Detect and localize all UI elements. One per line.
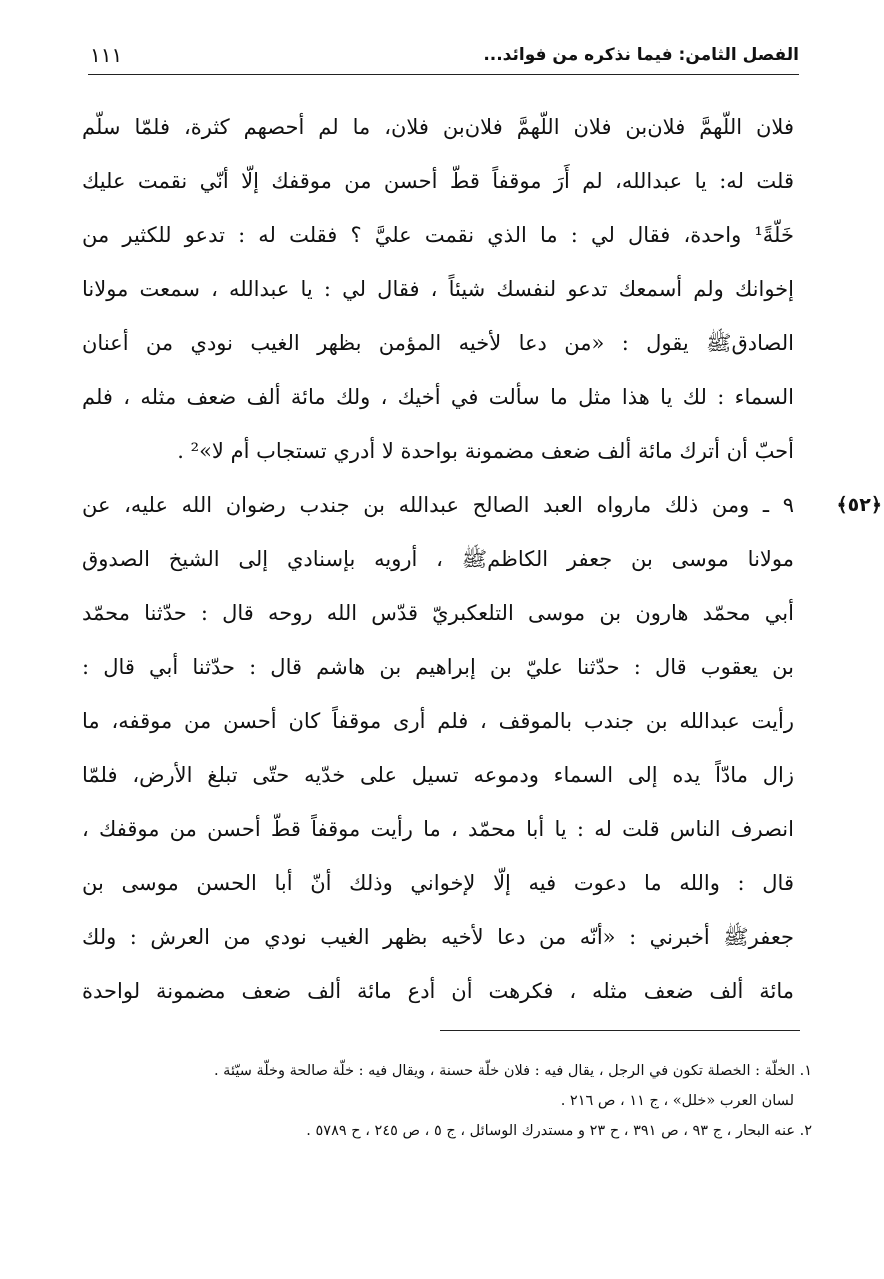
footnote-2: ٢. عنه البحار ، ج ٩٣ ، ص ٣٩١ ، ح ٢٣ و مستدرك الوسائل ، ج ٥ ، ص ٢٤٥ ، ح ٥٧٨٩ . bbox=[306, 1123, 812, 1139]
text-line: أبي محمّد هارون بن موسى التلعكبريّ قدّس الله روحه قال : حدّثنا محمّد bbox=[82, 601, 794, 625]
text-line: ٩ ـ ومن ذلك مارواه العبد الصالح عبدالله بن جندب رضوان الله عليه، عن bbox=[82, 493, 794, 517]
text-line: انصرف الناس قلت له : يا أبا محمّد ، ما رأيت موقفاً قطّ أحسن من موقفك ، bbox=[82, 817, 794, 841]
text-line: أحبّ أن أترك مائة ألف ضعف مضمونة بواحدة لا أدري تستجاب أم لا»² . bbox=[177, 439, 794, 463]
text-line: قلت له: يا عبدالله، لم أَرَ موقفاً قطّ أحسن من موقفك إلّا أنّي نقمت عليك bbox=[82, 169, 794, 193]
footnotes bbox=[88, 1056, 812, 1146]
text-line: السماء : لك يا هذا مثل ما سألت في أخيك ، ولك مائة ألف ضعف مثله ، فلم bbox=[82, 385, 794, 409]
text-line: بن يعقوب قال : حدّثنا عليّ بن إبراهيم بن هاشم قال : حدّثنا أبي قال : bbox=[82, 655, 794, 679]
header-divider bbox=[88, 74, 799, 75]
page-number: ١١١ bbox=[90, 43, 123, 67]
text-line: رأيت عبدالله بن جندب بالموقف ، فلم أرى موقفاً كان أحسن من موقفه، ما bbox=[82, 709, 794, 733]
text-line: خَلّةً¹ واحدة، فقال لي : ما الذي نقمت عليَّ ؟ فقلت له : تدعو للكثير من bbox=[82, 223, 794, 247]
running-header bbox=[90, 38, 799, 72]
main-text bbox=[82, 100, 882, 1018]
text-line: قال : والله ما دعوت فيه إلّا لإخواني وذلك أنّ أبا الحسن موسى بن bbox=[82, 871, 794, 895]
section-marker: ﴿٥٢﴾ bbox=[836, 494, 882, 516]
text-line: الصادقﷺ يقول : «من دعا لأخيه المؤمن بظهر الغيب نودي من أعنان bbox=[82, 331, 794, 355]
text-line: فلان اللّهمَّ فلان‌بن فلان اللّهمَّ فلان‌بن فلان، ما لم أحصهم كثرة، فلمّا سلّم bbox=[82, 115, 794, 139]
text-line: زال مادّاً يده إلى السماء ودموعه تسيل على خدّيه حتّى تبلغ الأرض، فلمّا bbox=[82, 763, 794, 787]
text-line: مولانا موسى بن جعفر الكاظمﷺ ، أرويه بإسنادي إلى الشيخ الصدوق bbox=[82, 547, 794, 571]
text-line: إخوانك ولم أسمعك تدعو لنفسك شيئاً ، فقال لي : يا عبدالله ، سمعت مولانا bbox=[82, 277, 794, 301]
footnote-divider bbox=[440, 1030, 800, 1031]
chapter-title: الفصل الثامن: فيما نذكره من فوائد... bbox=[483, 45, 799, 65]
footnote-1: ١. الخلّة : الخصلة تكون في الرجل ، يقال فيه : فلان خلّة حسنة ، ويقال فيه : خلّة صالحة وخلّة سيّئة . bbox=[213, 1063, 812, 1079]
footnote-1-source: لسان العرب «خلل» ، ج ١١ ، ص ٢١٦ . bbox=[560, 1093, 794, 1109]
text-line: مائة ألف ضعف مثله ، فكرهت أن أدع مائة ألف ضعف مضمونة لواحدة bbox=[82, 979, 794, 1003]
text-line: جعفرﷺ أخبرني : «أنّه من دعا لأخيه بظهر الغيب نودي من العرش : ولك bbox=[82, 925, 794, 949]
